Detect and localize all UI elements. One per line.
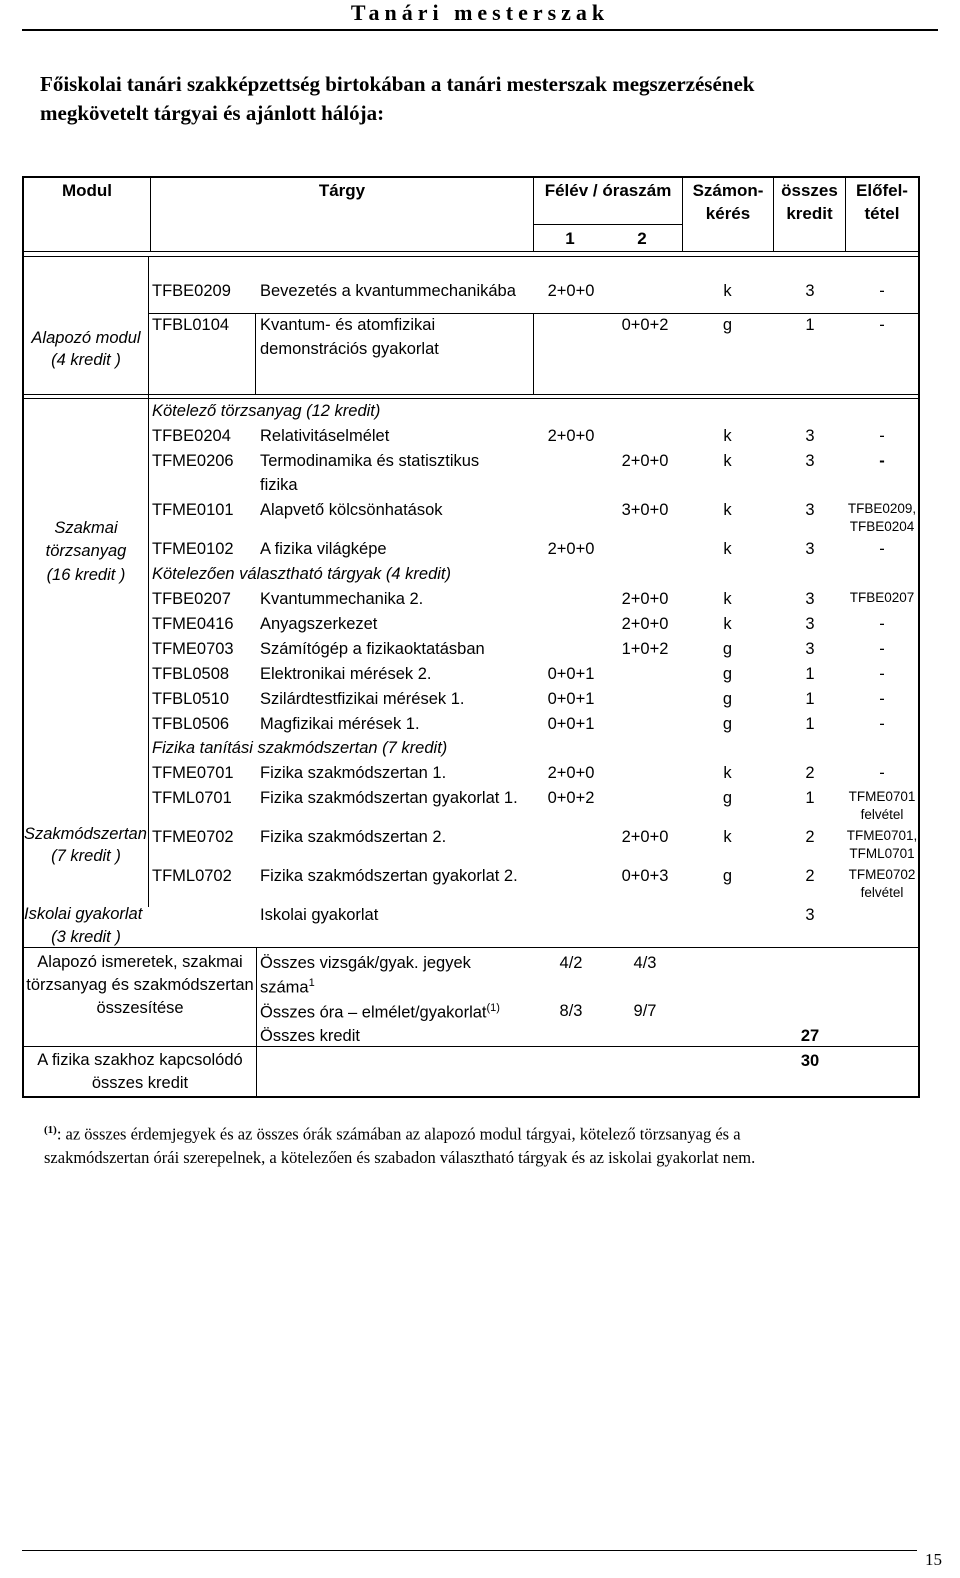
summary-label-1: Alapozó ismeretek, szakmai <box>37 953 243 971</box>
exam-type: k <box>723 764 732 782</box>
prerequisite: - <box>879 452 885 470</box>
semester-2-hours: 2+0+0 <box>621 590 669 608</box>
section-heading: Fizika tanítási szakmódszertan (7 kredit) <box>152 739 448 757</box>
semester-1-hours: 0+0+1 <box>547 690 595 708</box>
prerequisite-cont: felvétel <box>860 885 904 900</box>
prerequisite: - <box>879 690 885 708</box>
exam-type: g <box>722 690 733 708</box>
running-header: Tanári mesterszak <box>350 0 610 25</box>
module-szakmai-credit: (16 kredit ) <box>46 566 126 584</box>
semester-1-hours: 0+0+2 <box>547 789 595 807</box>
credit: 3 <box>805 427 815 445</box>
module-separator <box>22 394 920 395</box>
course-code: TFME0206 <box>152 452 234 470</box>
course-code: TFBL0104 <box>152 316 230 334</box>
exam-type: k <box>723 590 732 608</box>
summary-hours-label <box>260 1002 500 1023</box>
course-name: Termodinamika és statisztikus <box>260 452 480 470</box>
module-alapozo-credit: (4 kredit ) <box>51 351 121 369</box>
course-name: A fizika világképe <box>260 540 387 558</box>
credit: 1 <box>805 789 815 807</box>
course-code: TFBE0204 <box>152 427 231 445</box>
page-number: 15 <box>925 1550 942 1569</box>
module-szakmodszertan-label: Szakmódszertan <box>24 825 147 843</box>
course-code: TFME0702 <box>152 828 234 846</box>
exam-type: k <box>723 282 732 300</box>
credit: 3 <box>805 452 815 470</box>
course-code: TFME0416 <box>152 615 234 633</box>
course-code: TFML0702 <box>152 867 232 885</box>
semester-2-hours: 0+0+2 <box>621 316 669 334</box>
prerequisite: - <box>879 615 885 633</box>
summary-exams-label-cont <box>260 977 315 998</box>
course-code: TFME0703 <box>152 640 234 658</box>
header-szamonkeres-2: kérés <box>705 204 751 223</box>
module-separator <box>22 398 920 399</box>
total-credit-value: 30 <box>800 1052 820 1070</box>
footnote-line-2: szakmódszertan órái szerepelnek, a kötelezően és szabadon választható tárgyak és az iskolai gyakorlat nem. <box>44 1148 756 1167</box>
document-title-line-1: Főiskolai tanári szakképzettség birtokában a tanári mesterszak megszerzésének <box>40 72 755 96</box>
felev-subdivider <box>533 224 683 225</box>
prerequisite: - <box>879 540 885 558</box>
course-code: TFME0102 <box>152 540 234 558</box>
semester-1-hours: 2+0+0 <box>547 427 595 445</box>
summary-exams-s1: 4/2 <box>559 954 583 972</box>
course-code: TFBE0209 <box>152 282 231 300</box>
header-osszes-kredit-2: kredit <box>786 204 833 223</box>
semester-2-hours: 3+0+0 <box>621 501 669 519</box>
module-szakmodszertan-credit: (7 kredit ) <box>51 847 121 865</box>
prerequisite: TFBE0207 <box>849 590 915 605</box>
header-double-line <box>22 251 920 252</box>
credit: 1 <box>805 316 815 334</box>
course-name: Anyagszerkezet <box>260 615 378 633</box>
course-name-cont: demonstrációs gyakorlat <box>260 340 439 358</box>
credit: 3 <box>805 615 815 633</box>
header-szamonkeres-1: Számon- <box>692 181 764 200</box>
header-modul: Modul <box>61 181 113 200</box>
course-name: Fizika szakmódszertan 2. <box>260 828 447 846</box>
course-name: Magfizikai mérések 1. <box>260 715 420 733</box>
cell-divider <box>255 313 256 395</box>
exam-type: k <box>723 427 732 445</box>
summary-hours-s2: 9/7 <box>633 1002 657 1020</box>
header-rule <box>22 29 938 31</box>
course-name: Szilárdtestfizikai mérések 1. <box>260 690 465 708</box>
course-name: Fizika szakmódszertan gyakorlat 1. <box>260 789 518 807</box>
course-name: Számítógép a fizikaoktatásban <box>260 640 485 658</box>
summary-divider <box>256 947 257 1097</box>
credit: 3 <box>805 590 815 608</box>
exam-type: g <box>722 640 733 658</box>
summary-exams-s2: 4/3 <box>633 954 657 972</box>
prerequisite: TFME0701 <box>848 789 916 804</box>
course-name: Fizika szakmódszertan 1. <box>260 764 447 782</box>
footnote-marker: (1) <box>44 1124 57 1136</box>
course-code: TFBL0510 <box>152 690 230 708</box>
prerequisite: - <box>879 665 885 683</box>
table-bottom-border <box>22 1096 920 1098</box>
semester-1-hours: 2+0+0 <box>547 764 595 782</box>
credit: 2 <box>805 764 815 782</box>
header-felev-1: 1 <box>565 229 575 248</box>
header-osszes-kredit-1: összes <box>781 181 838 200</box>
header-double-line <box>22 256 920 257</box>
exam-type: k <box>723 828 732 846</box>
module-alapozo-label: Alapozó modul <box>31 329 141 347</box>
prerequisite-cont: felvétel <box>860 807 904 822</box>
semester-1-hours: 2+0+0 <box>547 282 595 300</box>
semester-1-hours: 2+0+0 <box>547 540 595 558</box>
semester-1-hours: 0+0+1 <box>547 665 595 683</box>
credit: 3 <box>805 540 815 558</box>
summary-exams-label-text: száma <box>260 978 309 997</box>
prerequisite-cont: TFBE0204 <box>849 519 915 534</box>
summary-separator <box>22 947 920 948</box>
prerequisite: - <box>879 764 885 782</box>
course-name: Kvantum- és atomfizikai <box>260 316 436 334</box>
semester-2-hours: 2+0+0 <box>621 452 669 470</box>
header-elofeltetel-1: Előfel- <box>856 181 908 200</box>
course-name: Iskolai gyakorlat <box>260 906 379 924</box>
course-name: Fizika szakmódszertan gyakorlat 2. <box>260 867 518 885</box>
exam-type: g <box>722 789 733 807</box>
exam-type: k <box>723 615 732 633</box>
credit: 1 <box>805 690 815 708</box>
course-code: TFBE0207 <box>152 590 231 608</box>
semester-1-hours: 0+0+1 <box>547 715 595 733</box>
row-divider <box>148 313 920 314</box>
header-elofeltetel-2: tétel <box>864 204 900 223</box>
section-heading: Kötelező törzsanyag (12 kredit) <box>152 402 381 420</box>
summary-label-3: összesítése <box>96 999 184 1017</box>
summary-hours-text: Összes óra – elmélet/gyakorlat <box>260 1003 487 1022</box>
summary-hours-s1: 8/3 <box>559 1002 583 1020</box>
summary-exams-sup: 1 <box>308 977 315 989</box>
summary-separator <box>22 1046 920 1047</box>
summary-credit-value: 27 <box>800 1027 820 1045</box>
module-szakmai-label-2: törzsanyag <box>45 542 127 560</box>
footnote-line-1 <box>44 1124 741 1145</box>
exam-type: k <box>723 452 732 470</box>
prerequisite: TFBE0209, <box>847 501 917 516</box>
credit: 3 <box>805 640 815 658</box>
summary-exams-label: Összes vizsgák/gyak. jegyek <box>260 954 471 972</box>
exam-type: g <box>722 715 733 733</box>
prerequisite-cont: TFML0701 <box>849 846 915 861</box>
total-label-1: A fizika szakhoz kapcsolódó <box>37 1051 243 1069</box>
semester-2-hours: 0+0+3 <box>621 867 669 885</box>
header-felev: Félév / óraszám <box>544 181 672 200</box>
prerequisite: - <box>879 715 885 733</box>
prerequisite: - <box>879 640 885 658</box>
exam-type: k <box>723 540 732 558</box>
prerequisite: TFME0701, <box>846 828 918 843</box>
footer-rule <box>22 1550 917 1551</box>
module-szakmai-label: Szakmai <box>54 519 118 537</box>
semester-2-hours: 2+0+0 <box>621 615 669 633</box>
summary-label-2: törzsanyag és szakmódszertan <box>26 976 254 994</box>
exam-type: g <box>722 867 733 885</box>
course-code: TFML0701 <box>152 789 232 807</box>
credit: 1 <box>805 715 815 733</box>
course-code: TFME0701 <box>152 764 234 782</box>
course-name: Alapvető kölcsönhatások <box>260 501 443 519</box>
credit: 2 <box>805 828 815 846</box>
document-title-line-2: megkövetelt tárgyai és ajánlott hálója: <box>40 101 385 125</box>
semester-2-hours: 2+0+0 <box>621 828 669 846</box>
prerequisite: - <box>879 282 885 300</box>
credit: 1 <box>805 665 815 683</box>
credit: 3 <box>805 906 815 924</box>
total-label-2: összes kredit <box>91 1074 189 1092</box>
semester-2-hours: 1+0+2 <box>621 640 669 658</box>
course-code: TFBL0506 <box>152 715 230 733</box>
course-name: Bevezetés a kvantummechanikába <box>260 282 516 300</box>
module-column-divider <box>148 256 149 907</box>
course-code: TFME0101 <box>152 501 234 519</box>
prerequisite: - <box>879 427 885 445</box>
module-iskolai-label: Iskolai gyakorlat <box>24 905 143 923</box>
exam-type: k <box>723 501 732 519</box>
prerequisite: TFME0702 <box>848 867 916 882</box>
footnote-text-1: : az összes érdemjegyek és az összes órák számában az alapozó modul tárgyai, kötelező törzsanyag és a <box>56 1124 741 1144</box>
course-name-cont: fizika <box>260 476 298 494</box>
exam-type: g <box>722 665 733 683</box>
table-top-border <box>22 176 920 178</box>
summary-hours-sup: (1) <box>486 1002 500 1014</box>
header-felev-2: 2 <box>637 229 647 248</box>
module-iskolai-credit: (3 kredit ) <box>51 928 121 946</box>
credit: 2 <box>805 867 815 885</box>
course-name: Relativitáselmélet <box>260 427 390 445</box>
prerequisite: - <box>879 316 885 334</box>
course-code: TFBL0508 <box>152 665 230 683</box>
table-right-border <box>918 176 920 1098</box>
course-name: Kvantummechanika 2. <box>260 590 424 608</box>
course-name: Elektronikai mérések 2. <box>260 665 432 683</box>
summary-credit-label: Összes kredit <box>260 1027 360 1045</box>
credit: 3 <box>805 282 815 300</box>
header-targy: Tárgy <box>318 181 366 200</box>
exam-type: g <box>722 316 733 334</box>
credit: 3 <box>805 501 815 519</box>
section-heading: Kötelezően választható tárgyak (4 kredit) <box>152 565 451 583</box>
cell-divider <box>533 313 534 395</box>
